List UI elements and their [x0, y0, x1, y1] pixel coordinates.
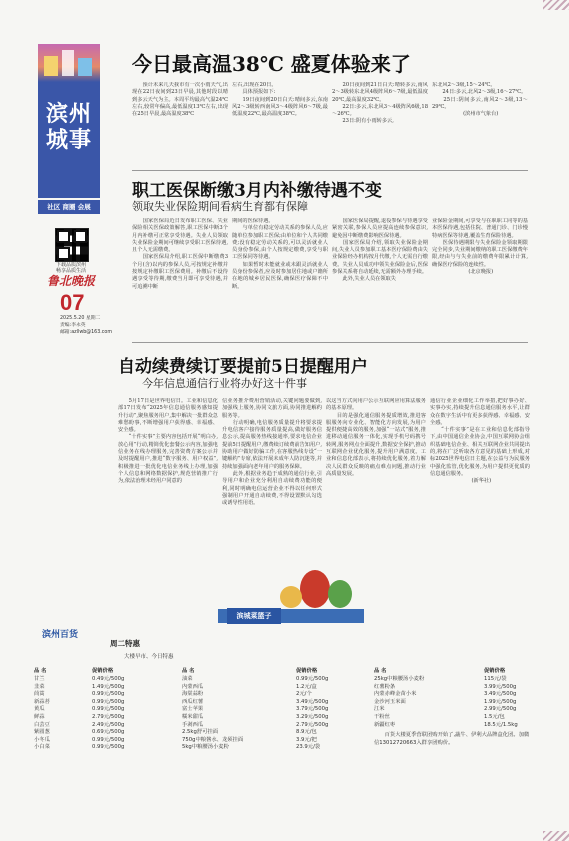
item-name: 油菜: [182, 676, 193, 682]
article1-headline: 今日最高温38℃ 盛夏体验来了: [132, 52, 411, 76]
item-price: 1.49元/500g: [92, 683, 125, 690]
article1-col3: 20日夜间到21日白天:晴转多云,南风2～3级转东北风4级阵风6～7级,最低温度20℃,最高温度32℃。 22日:多云,东北风3～4级阵风6级,18～26℃。 23日:阴有小雨转多云,: [332, 82, 428, 125]
article3-subtitle: 今年信息通信行业将办好这十件事: [142, 377, 307, 390]
col-price-header: 促销价格: [92, 668, 114, 674]
issue-date: 2025.5.20 星期二: [60, 316, 101, 321]
price-row: [182, 729, 362, 737]
item-price: 3.29元/500g: [296, 713, 329, 720]
item-name: 鲜蒜: [34, 713, 45, 720]
price-row: [34, 676, 174, 684]
item-price: 3.99元/500g: [484, 683, 517, 690]
editor-name: 责编:李永英: [60, 323, 86, 328]
article2-col2: 期间的医保待遇。 与单位有稳定劳动关系的参保人员,应随单位参加职工医保;由单位和个人共同缴费;没有稳定劳动关系的,可以灵活就业人员身份参保,由个人按规定缴费,享受与职工医保同等待遇。 如果暂时未能就业或未跟灵活就业人员身份参保者,应及时参加居住地或户籍所在地的城乡居民医保,确保医疗保障不中断。: [232, 218, 328, 290]
item-price: 0.99元/500g: [92, 744, 125, 751]
item-price: 3.49元/500g: [296, 698, 329, 705]
price-row: [34, 729, 174, 737]
col-price-header: 促销价格: [484, 668, 506, 674]
item-name: 小白菜: [34, 744, 50, 751]
price-row: [374, 676, 544, 684]
price-row: [374, 706, 544, 714]
col-name-header: 品 名: [34, 668, 47, 674]
item-name: 江米: [374, 706, 385, 713]
item-name: 紫圆葱: [34, 729, 50, 736]
price-row: [374, 714, 544, 722]
item-price: 0.99元/500g: [92, 691, 125, 698]
item-price: 0.69元/500g: [92, 729, 125, 736]
item-price: 3.49元/500g: [484, 691, 517, 698]
masthead-illustration: [38, 44, 100, 82]
item-price: 2.79元/500g: [296, 721, 329, 728]
col-name-header: 品 名: [374, 668, 387, 674]
squash-illustration: [280, 586, 302, 608]
item-name: 5kg中粮腰汤小麦粉: [182, 744, 229, 751]
item-price: 2.99元/500g: [484, 706, 517, 713]
item-name: 糯米甜瓜: [182, 713, 204, 720]
price-row: [34, 691, 174, 699]
item-price: 0.99元/500g: [92, 736, 125, 743]
item-price: 2.79元/500g: [92, 713, 125, 720]
item-price: 2.49元/500g: [92, 721, 125, 728]
price-list-3: [374, 676, 544, 729]
item-price: 18.5元/1.5kg: [484, 721, 518, 728]
item-name: 手剥西瓜: [182, 721, 204, 728]
article2-col3: 国家医保局提醒,退役参保与待遇享受紧密关联,参保人员应提高连续参保意识,避免因中断缴费影响医保待遇。 国家医保局介绍,领取失业保险金期间,失业人员参加职工基本医疗保险费由失业保险经办机构按月代缴,个人无需自行缴费。失业人员成功申领失业保险金后,医保参保关系将自动延续,无需额外办理手续。 此外,失业人员在领取失: [332, 218, 428, 283]
item-price: 8.9元/包: [296, 729, 317, 736]
price-row: [34, 706, 174, 714]
article3-col1: 5月17日是世界电信日。工业和信息化部17日发布“2025年信息通信服务感知提升行动”,聚焦服务用户,集中解决一批群众急难愁盼事,不断增强用户获得感、幸福感、安全感。 “十件实事”主要内容包括开展“明白办,放心用”行动,精简优化套餐公示内容,加强电信业务在线办理服务,完善资费方案公示并及时提醒用户,推进“数字服务、用户权益”,积极推进一批优化电信业务线上办理,加强个人信息和网络数据保护,规范营销推广行为,依法治理未经用户同意的: [118, 398, 218, 485]
tomato-illustration: [300, 570, 330, 608]
col-price-header: 促销价格: [296, 668, 318, 674]
item-price: 23.9元/袋: [296, 744, 321, 751]
price-row: [34, 744, 174, 752]
price-list-2: [182, 676, 362, 752]
price-row: [182, 691, 362, 699]
article1-col1: 预计未来几天我市有一次小雨天气,出现在22日夜间到23日早晨,其他时段以晴到多云天气为主。本周平均最高气温24℃左右,较常年偏高,最低温度13℃左右,出现在25日早晨,最高温度38℃: [132, 82, 228, 118]
price-row: [374, 722, 544, 730]
item-name: 富士苹果: [182, 706, 204, 713]
article2-headline: 职工医保断缴3月内补缴待遇不变: [132, 181, 382, 201]
item-name: 内蒙西瓜: [182, 683, 204, 690]
item-name: 红薯粉条: [374, 683, 396, 690]
pepper-illustration: [328, 580, 352, 608]
divider: [132, 342, 528, 343]
item-price: 2元/个: [296, 691, 312, 698]
item-name: 干粉丝: [374, 713, 390, 720]
article3-col2: 信业务推介费用营销活动,关键问题要做到,加强线上服务,协同文旅方面,协同推进解约服务等。 行动明确,电信服务质量提升将要求提升电信客户接待服务质量提高,做好服务信息公示,提高服务热线接通率,要求电信企业提前5日提醒用户,缴费续订续费前告知用户,协助用户做好防骗工作,在客服热线专设“一键解约”专席,依法开展未成年人防沉迷等,并持续加强面向老年用户的服务保障。 此外,根据业务趋于成熟的通信行业,引导用户和企业充分利用自动续费功能的便利,同时明确电信运营企业不得以任何形式强制用户开通自动续费,不得设置默认勾选或诱导性用语。: [222, 398, 322, 507]
price-row: [182, 744, 362, 752]
article1-col2: 左右,出现在20日。 具体预报如下: 19日夜间到20日白天:晴间多云,东南风2～3级转西南风3～4级阵风6～7级,最低温度22℃,最高温度38℃。: [232, 82, 328, 118]
editor-email: 邮箱:azllwb@163.com: [60, 330, 113, 335]
item-name: 25kg中粮腰汤小麦粉: [374, 676, 425, 682]
item-name: 白芸豆: [34, 721, 50, 728]
week-title: 周二特惠: [110, 639, 140, 648]
corner-stripes-top: [543, 0, 569, 10]
price-row: [182, 684, 362, 692]
item-price: 3.9元/把: [296, 736, 317, 743]
item-price: 1.2元/盒: [296, 683, 317, 690]
page-number: 07: [60, 290, 85, 315]
col-name-header: 品 名: [182, 668, 195, 674]
item-name: 西瓜红薯: [182, 698, 204, 705]
price-row: [34, 714, 174, 722]
price-row: [182, 706, 362, 714]
item-price: 0.99元/500g: [92, 706, 125, 713]
price-row: [374, 699, 544, 707]
item-name: 内蒙赤峰金苗小米: [374, 691, 417, 698]
article2-subtitle: 领取失业保险期间看病生育都有保障: [132, 200, 308, 213]
item-price: 0.99元/500g: [296, 676, 329, 682]
store-logo: 滨州百货: [42, 630, 79, 640]
divider: [132, 170, 528, 171]
promo-tag: 滨城菜篮子: [227, 608, 281, 624]
section-name: 滨州 城事: [45, 102, 92, 153]
promo-note: 百货大楼夏季营联团购开始了,蔬牛、伊利大品牌盒化团。加微信13012720663入群享团购价。: [374, 732, 530, 746]
article1-col4: 东北风2～3级,15～24℃。 24日:多云,北风2～3级,16～27℃。 25日:阴间多云,南风2～3级,13～29℃。 (滨州市气象台): [432, 82, 528, 118]
item-name: 小冬瓜: [34, 736, 50, 743]
item-name: 金沙河玉米面: [374, 698, 406, 705]
download-line-1: 下载品质滨州: [55, 262, 86, 268]
article3-col4: 通信行业企业细化工作举措,把好事办好、实事办实,持续提升信息通信服务水平,让群众在数字生活中有更多获得感、幸福感、安全感。 “十件实事”是在工业和信息化部指导下,由中国通信企业协会,中国互联网协会组织基础电信企业、相关互联网企业共同提出的,将在广泛听取各方意见的基础上形成,对标2025世界电信日主题,在公益与为民服务中强化监管,优化服务,为用户提供更优质的信息通信服务。 (新华社): [430, 398, 530, 485]
article3-headline: 自动续费续订要提前5日提醒用户: [118, 357, 368, 377]
corner-stripes-bottom: [543, 831, 569, 841]
item-price: 0.99元/500g: [92, 698, 125, 705]
price-row: [374, 691, 544, 699]
paper-logo: 鲁北晚报: [46, 274, 95, 288]
item-name: 新蒜苔: [34, 698, 50, 705]
price-row: [182, 699, 362, 707]
qr-code: [55, 228, 89, 262]
item-price: 115元/袋: [484, 676, 507, 682]
article2-col4: 业保险金期间,可享受与在职职工同等的基本医保待遇,包括住院、普通门诊、门诊慢特病医保等待遇,覆盖生育保险待遇。 医保待遇期限与失业保险金领取期限完全同步,失业期间缴纳的职工医保缴费年限,经由与与失业前的缴费年限累计计算,确保医疗保险的连续性。 (北京晚报): [432, 218, 528, 276]
item-name: 2.5kg舒可挂面: [182, 729, 219, 736]
section-subnav: 社区 商圈 会展: [38, 200, 100, 214]
section-masthead: [38, 44, 100, 198]
item-name: 甘兰: [34, 676, 45, 682]
price-row: [182, 676, 362, 684]
promo-address: 大楼早市、今日特惠: [124, 654, 174, 660]
item-name: 新疆红枣: [374, 721, 396, 728]
price-row: [182, 714, 362, 722]
item-name: 黄瓜: [34, 706, 45, 713]
price-list-1: [34, 676, 174, 752]
article2-col1: 国家医保局近日发布职工医保、失业保险相关医保政策解答,职工医保中断3个月内补缴可正常享受待遇。失业人员领取失业保险金期间可继续享受职工医保待遇,且个人无需缴费。 国家医保局介绍,职工医保中断缴费3个月(含)以内的参保人员,可按规定补缴并按规定补缴职工医保费用。补缴后不设待遇享受等待期,缴费当月即可享受待遇,并可追溯中断: [132, 218, 228, 290]
item-price: 1.5元/包: [484, 713, 505, 720]
item-name: 茼蒿: [34, 691, 45, 698]
item-price: 1.99元/500g: [484, 698, 517, 705]
download-line-2: 畅享品质生活: [55, 268, 86, 274]
article3-col3: 以这当方式向用户公示互联网应用算法服务的基本原理。 目的是强化通信服务提质增效,推进客服服务向专业化、智能化方向发展,为用户提供便捷高效的服务,加强“一站式”服务,推进移动通信服务一体化,实现手机号码携号转网,服务网点全面提升,数据安全保护,推动互联网企业优化服务,提升用户满意度。工业和信息化部表示,将持续优化服务,着力解决人民群众反映的痛点难点问题,推动行业高质量发展。: [326, 398, 426, 477]
item-name: 海棠蒜粉: [182, 691, 204, 698]
item-price: 3.79元/500g: [296, 706, 329, 713]
item-name: 750g中粮酱水、龙须挂面: [182, 736, 244, 743]
item-price: 0.49元/500g: [92, 676, 125, 682]
item-name: 韭菜: [34, 683, 45, 690]
